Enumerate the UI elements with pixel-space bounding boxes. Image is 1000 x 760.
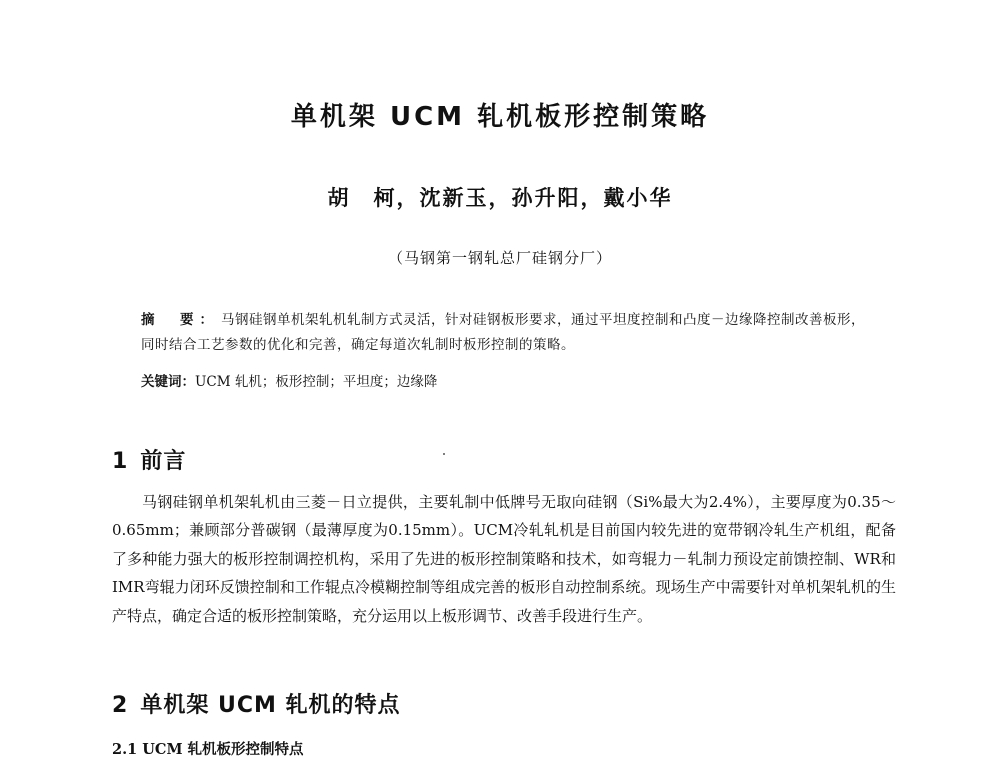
keywords-label: 关键词： bbox=[141, 374, 195, 390]
abstract-text: 马钢硅钢单机架轧机轧制方式灵活，针对硅钢板形要求，通过平坦度控制和凸度－边缘降控制改善板形，同时结合工艺参数的优化和完善，确定每道次轧制时板形控制的策略。 bbox=[141, 312, 865, 353]
section-number: 1 bbox=[112, 449, 129, 474]
author-list: 胡 柯，沈新玉，孙升阳，戴小华 bbox=[327, 185, 673, 210]
paper-title: 单机架 UCM 轧机板形控制策略 bbox=[290, 102, 710, 132]
section-title: 前言 bbox=[140, 449, 187, 474]
scan-speck bbox=[443, 453, 445, 455]
section-title: 单机架 UCM 轧机的特点 bbox=[140, 693, 401, 718]
subsection-heading: 2.1 UCM 轧机板形控制特点 bbox=[112, 741, 304, 758]
section-number: 2 bbox=[112, 693, 129, 718]
introduction-paragraph: 马钢硅钢单机架轧机由三菱－日立提供，主要轧制中低牌号无取向硅钢（Si%最大为2.4%），主要厚度为0.35～0.65mm；兼顾部分普碳钢（最薄厚度为0.15mm）。UCM冷轧轧机是目前国内较先进的宽带钢冷轧生产机组，配备了多种能力强大的板形控制调控机构，采用了先进的板形控制策略和技术，如弯辊力－轧制力预设定前馈控制、WR和IMR弯辊力闭环反馈控制和工作辊点冷模糊控制等组成完善的板形自动控制系统。现场生产中需要针对单机架轧机的生产特点，确定合适的板形控制策略，充分运用以上板形调节、改善手段进行生产。 bbox=[112, 493, 896, 625]
abstract bbox=[141, 308, 871, 358]
affiliation: （马钢第一钢轧总厂硅钢分厂） bbox=[387, 249, 612, 267]
section-heading-introduction bbox=[112, 444, 186, 475]
keywords-text: UCM 轧机；板形控制；平坦度；边缘降 bbox=[195, 374, 438, 390]
keywords bbox=[141, 371, 871, 393]
abstract-label: 摘 要： bbox=[141, 312, 219, 328]
section-heading-ucm-features bbox=[112, 688, 401, 719]
